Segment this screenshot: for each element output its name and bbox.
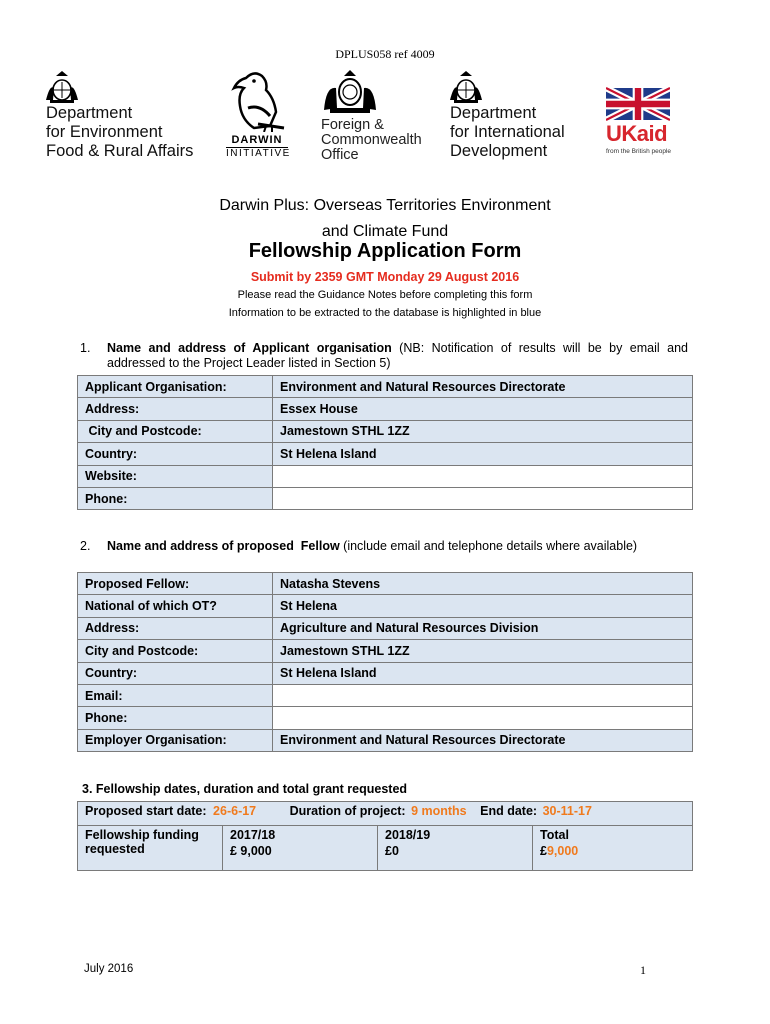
highlight-note: Information to be extracted to the database is highlighted in blue bbox=[228, 307, 542, 319]
duration-value[interactable]: 9 months bbox=[411, 804, 467, 818]
dfid-line-3: Development bbox=[450, 142, 548, 160]
field-label: Country: bbox=[78, 443, 273, 465]
table-row bbox=[78, 617, 693, 639]
fellow-phone-value[interactable] bbox=[273, 707, 693, 729]
table-row bbox=[78, 662, 693, 684]
darwin-initiative-logo bbox=[222, 68, 292, 160]
table-row bbox=[78, 684, 693, 706]
ukaid-aid: aid bbox=[636, 121, 668, 146]
defra-line-3: Food & Rural Affairs bbox=[46, 142, 194, 160]
field-label: Applicant Organisation: bbox=[78, 376, 273, 398]
fellow-address-value[interactable]: Agriculture and Natural Resources Division bbox=[273, 617, 693, 639]
field-label: Website: bbox=[78, 465, 273, 487]
guidance-note: Please read the Guidance Notes before completing this form bbox=[237, 289, 533, 301]
royal-arms-icon bbox=[320, 68, 380, 116]
address-value[interactable]: Essex House bbox=[273, 398, 693, 420]
total-amount bbox=[540, 844, 685, 858]
start-date-label: Proposed start date: bbox=[85, 804, 207, 818]
section-1-number: 1. bbox=[80, 341, 91, 355]
field-label: National of which OT? bbox=[78, 595, 273, 617]
field-label: Email: bbox=[78, 684, 273, 706]
submission-deadline: Submit by 2359 GMT Monday 29 August 2016 bbox=[250, 270, 520, 284]
funding-label: Fellowship funding requested bbox=[78, 826, 223, 871]
document-reference: DPLUS058 ref 4009 bbox=[335, 47, 435, 61]
table-row bbox=[78, 802, 693, 826]
total-label: Total bbox=[540, 828, 569, 842]
country-value[interactable]: St Helena Island bbox=[273, 443, 693, 465]
footer-date: July 2016 bbox=[84, 963, 134, 975]
phone-value[interactable] bbox=[273, 487, 693, 509]
website-value[interactable] bbox=[273, 465, 693, 487]
section-2-number: 2. bbox=[80, 539, 91, 553]
royal-crest-icon bbox=[42, 70, 82, 104]
end-date-label: End date: bbox=[480, 804, 538, 818]
table-row bbox=[78, 640, 693, 662]
section-2-heading bbox=[82, 539, 688, 554]
fellow-country-value[interactable]: St Helena Island bbox=[273, 662, 693, 684]
fellow-email-value[interactable] bbox=[273, 684, 693, 706]
table-row bbox=[78, 376, 693, 398]
national-ot-value[interactable]: St Helena bbox=[273, 595, 693, 617]
fund-title-line-1: Darwin Plus: Overseas Territories Environment bbox=[219, 197, 551, 214]
funding-total[interactable] bbox=[533, 826, 693, 871]
fco-line-2: Commonwealth bbox=[321, 132, 422, 148]
fund-title bbox=[0, 193, 770, 245]
start-date-value[interactable]: 26-6-17 bbox=[213, 804, 257, 818]
end-date-value[interactable]: 30-11-17 bbox=[542, 804, 592, 818]
table-row bbox=[78, 398, 693, 420]
table-row bbox=[78, 487, 693, 509]
dates-row bbox=[78, 802, 693, 826]
fco-line-1: Foreign & bbox=[321, 117, 384, 133]
funding-year-1[interactable] bbox=[223, 826, 378, 871]
table-row bbox=[78, 729, 693, 751]
proposed-fellow-table bbox=[77, 572, 693, 752]
fellowship-dates-table bbox=[77, 801, 693, 871]
applicant-organisation-table bbox=[77, 375, 693, 510]
table-row bbox=[78, 573, 693, 595]
field-label: Address: bbox=[78, 398, 273, 420]
applicant-organisation-value[interactable]: Environment and Natural Resources Directorate bbox=[273, 376, 693, 398]
funding-year-2[interactable] bbox=[378, 826, 533, 871]
page-number: 1 bbox=[640, 963, 646, 977]
field-label: City and Postcode: bbox=[78, 420, 273, 442]
year-amount: £ 9,000 bbox=[230, 844, 272, 858]
total-currency: £ bbox=[540, 844, 547, 858]
defra-line-2: for Environment bbox=[46, 123, 163, 141]
section-1-heading-bold: Name and address of Applicant organisation bbox=[107, 341, 392, 355]
table-row bbox=[78, 707, 693, 729]
section-2-heading-bold: Name and address of proposed Fellow bbox=[107, 539, 340, 553]
field-label: Employer Organisation: bbox=[78, 729, 273, 751]
dfid-line-1: Department bbox=[450, 104, 537, 122]
field-label: Phone: bbox=[78, 707, 273, 729]
ukaid-uk: UK bbox=[606, 121, 637, 146]
section-3-heading: 3. Fellowship dates, duration and total grant requested bbox=[82, 782, 408, 796]
proposed-fellow-value[interactable]: Natasha Stevens bbox=[273, 573, 693, 595]
field-label: Address: bbox=[78, 617, 273, 639]
duration-label: Duration of project: bbox=[289, 804, 406, 818]
logo-strip bbox=[40, 68, 740, 168]
initiative-wordmark: INITIATIVE bbox=[226, 148, 291, 159]
total-value: 9,000 bbox=[546, 844, 579, 858]
field-label: Phone: bbox=[78, 487, 273, 509]
field-label: City and Postcode: bbox=[78, 640, 273, 662]
form-title: Fellowship Application Form bbox=[248, 240, 522, 262]
year-amount: £0 bbox=[385, 844, 399, 858]
table-row bbox=[78, 443, 693, 465]
union-flag-icon bbox=[606, 86, 670, 122]
fco-logo bbox=[318, 68, 438, 163]
darwin-wordmark: DARWIN bbox=[231, 134, 283, 146]
ukaid-logo bbox=[602, 86, 682, 166]
defra-line-1: Department bbox=[46, 104, 133, 122]
ukaid-tagline: from the British people bbox=[606, 148, 672, 155]
field-label: Proposed Fellow: bbox=[78, 573, 273, 595]
fco-line-3: Office bbox=[321, 147, 359, 163]
table-row bbox=[78, 595, 693, 617]
table-row bbox=[78, 826, 693, 871]
table-row bbox=[78, 465, 693, 487]
employer-organisation-value[interactable]: Environment and Natural Resources Directorate bbox=[273, 729, 693, 751]
year-label: 2018/19 bbox=[385, 828, 431, 842]
section-1-heading bbox=[82, 341, 688, 371]
fund-title-line-2: and Climate Fund bbox=[321, 223, 449, 240]
finch-bird-icon bbox=[224, 68, 290, 132]
field-label: Country: bbox=[78, 662, 273, 684]
city-postcode-value[interactable]: Jamestown STHL 1ZZ bbox=[273, 420, 693, 442]
fellow-city-postcode-value[interactable]: Jamestown STHL 1ZZ bbox=[273, 640, 693, 662]
table-row bbox=[78, 420, 693, 442]
year-label: 2017/18 bbox=[230, 828, 276, 842]
section-1-heading-rest: (NB: Notification of results will be by email and addressed to the Project Leader listed in Section 5) bbox=[107, 341, 688, 370]
section-2-heading-rest: (include email and telephone details where available) bbox=[339, 539, 638, 553]
ukaid-wordmark bbox=[606, 121, 667, 147]
royal-crest-icon bbox=[446, 70, 486, 104]
dfid-line-2: for International bbox=[450, 123, 565, 141]
